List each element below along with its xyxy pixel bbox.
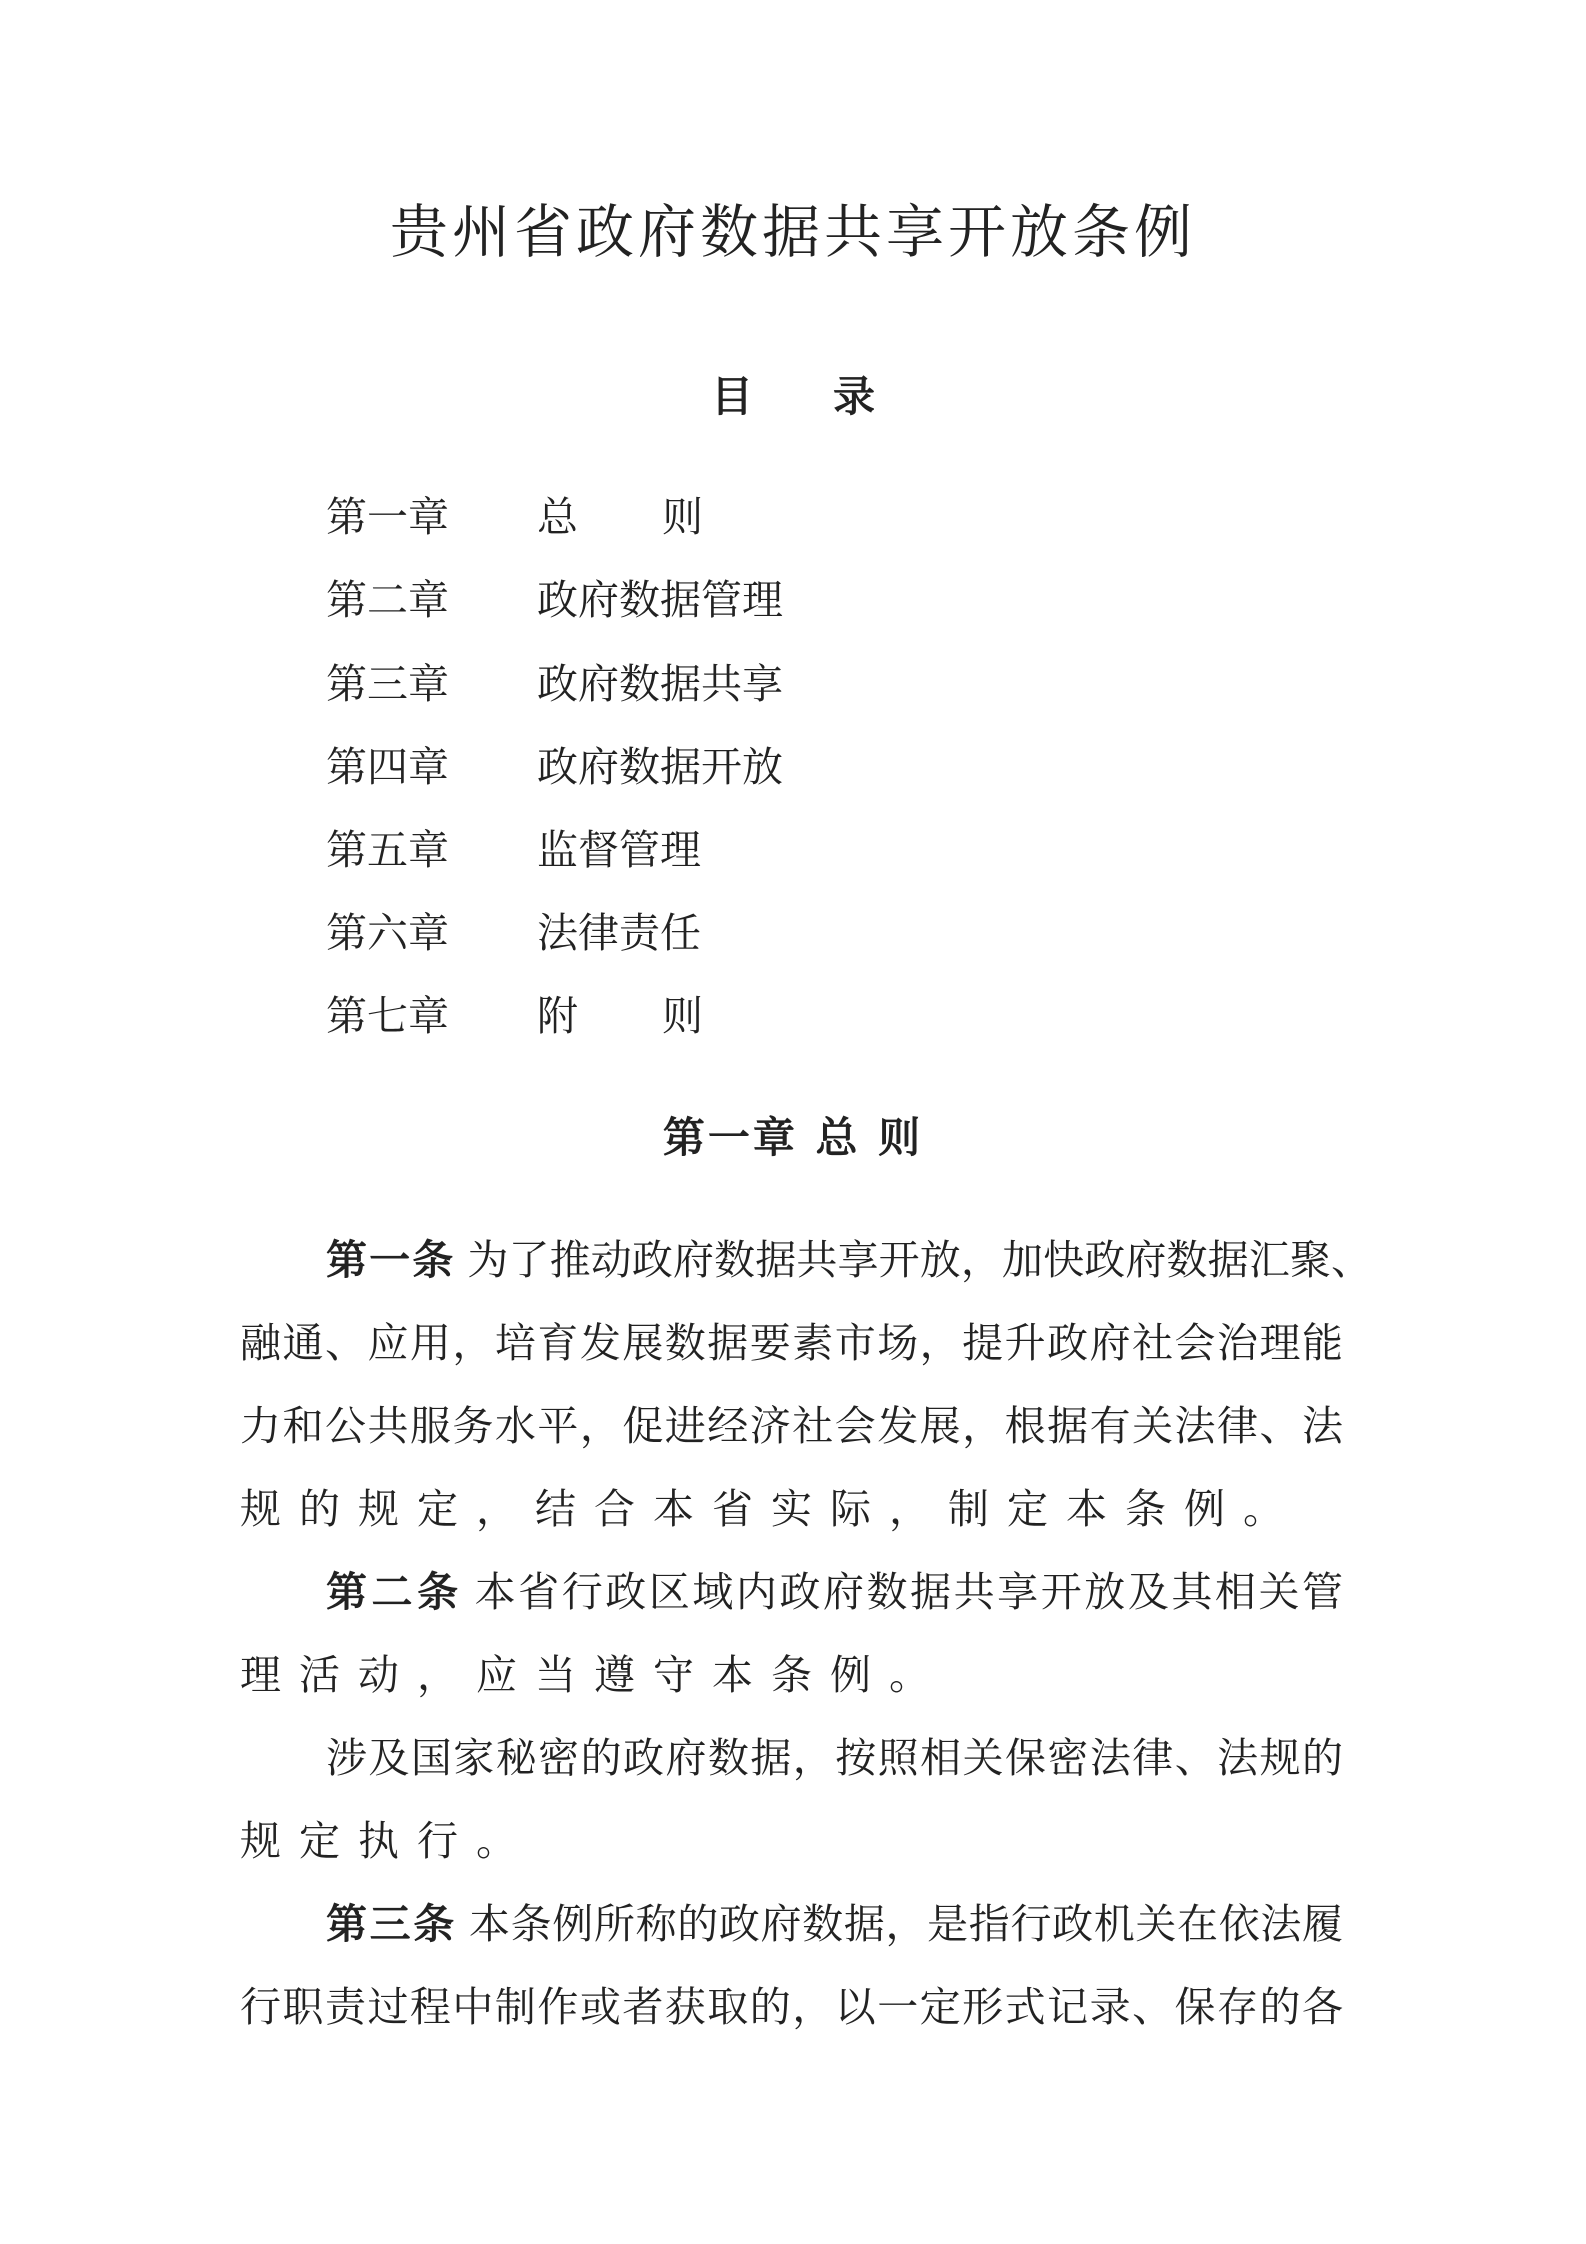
toc-chapter-number: 第五章	[326, 826, 449, 874]
paragraph-text: 规定执行。	[240, 1817, 535, 1865]
document-title: 贵州省政府数据共享开放条例	[389, 198, 1196, 266]
toc-chapter-name: 总则	[537, 493, 787, 541]
toc-chapter-number: 第一章	[326, 493, 449, 541]
paragraph-line	[240, 1315, 1343, 1371]
paragraph-line	[326, 1232, 1372, 1288]
paragraph-text: 力和公共服务水平，促进经济社会发展，根据有关法律、法	[240, 1402, 1343, 1450]
paragraph-line	[240, 1647, 1343, 1703]
toc-chapter-number: 第六章	[326, 909, 449, 957]
paragraph-text: 融通、应用，培育发展数据要素市场，提升政府社会治理能	[240, 1319, 1343, 1367]
paragraph-text: 为了推动政府数据共享开放，加快政府数据汇聚、	[467, 1236, 1372, 1284]
article-label: 第二条	[326, 1568, 463, 1616]
toc-item[interactable]	[326, 822, 701, 878]
paragraph-text: 本条例所称的政府数据，是指行政机关在依法履	[468, 1900, 1344, 1948]
paragraph-text: 理活动，应当遵守本条例。	[240, 1651, 948, 1699]
toc-chapter-name: 政府数据共享	[537, 660, 783, 708]
paragraph-line	[240, 1398, 1343, 1454]
paragraph-line	[240, 1481, 1343, 1537]
toc-item[interactable]	[326, 905, 701, 961]
toc-heading-char: 录	[833, 372, 876, 421]
paragraph-line	[326, 1564, 1343, 1620]
toc-item[interactable]	[326, 656, 783, 712]
toc-chapter-name: 政府数据管理	[537, 576, 783, 624]
toc-heading	[0, 370, 1586, 424]
toc-chapter-number: 第七章	[326, 992, 449, 1040]
paragraph-text: 涉及国家秘密的政府数据，按照相关保密法律、法规的	[326, 1734, 1343, 1782]
article-label: 第三条	[326, 1900, 457, 1948]
chapter-heading: 第一章 总 则	[662, 1113, 924, 1162]
toc-chapter-number: 第四章	[326, 743, 449, 791]
paragraph-text: 规的规定，结合本省实际，制定本条例。	[240, 1485, 1302, 1533]
paragraph-line	[240, 1813, 1343, 1869]
toc-chapter-name: 政府数据开放	[537, 743, 783, 791]
toc-chapter-name: 法律责任	[537, 909, 701, 957]
paragraph-text: 行职责过程中制作或者获取的，以一定形式记录、保存的各	[240, 1983, 1343, 2031]
toc-item[interactable]	[326, 739, 783, 795]
toc-heading-char: 目	[710, 372, 753, 421]
toc-chapter-name: 附则	[537, 992, 787, 1040]
paragraph-line	[240, 1979, 1343, 2035]
paragraph-line	[326, 1896, 1343, 1952]
toc-item[interactable]	[326, 572, 783, 628]
toc-item[interactable]	[326, 489, 787, 545]
toc-chapter-name: 监督管理	[537, 826, 701, 874]
article-label: 第一条	[326, 1236, 456, 1284]
toc-chapter-number: 第三章	[326, 660, 449, 708]
paragraph-line	[326, 1730, 1343, 1786]
paragraph-text: 本省行政区域内政府数据共享开放及其相关管	[474, 1568, 1344, 1616]
toc-item[interactable]	[326, 988, 787, 1044]
toc-chapter-number: 第二章	[326, 576, 449, 624]
